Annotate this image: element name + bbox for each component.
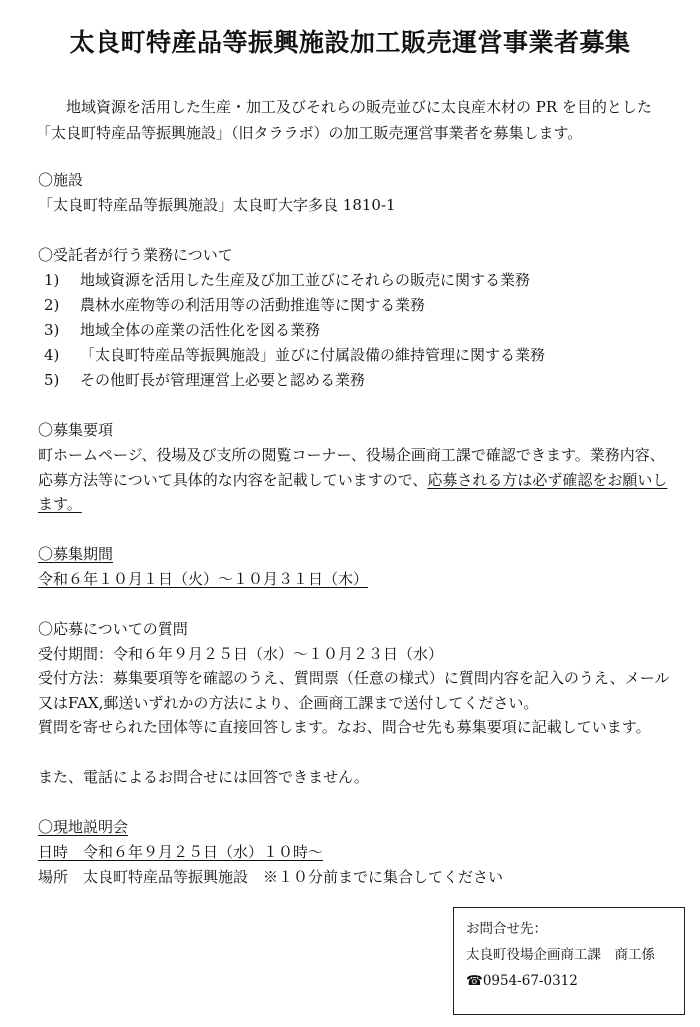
guidelines-heading: 〇募集要項 xyxy=(38,421,114,439)
list-item xyxy=(44,268,530,292)
guidelines-paragraph xyxy=(38,443,670,517)
list-item xyxy=(44,293,425,317)
duties-heading: 〇受託者が行う業務について xyxy=(38,246,233,264)
questions-method: 受付方法：募集要項等を確認のうえ、質問票（任意の様式）に質問内容を記入のうえ、メール又はFAX,郵送いずれかの方法により、企画商工課まで送付してください。 xyxy=(38,669,670,712)
page-title: 太良町特産品等振興施設加工販売運営事業者募集 xyxy=(69,28,631,57)
list-item-number: 1) xyxy=(44,271,60,289)
list-item xyxy=(44,318,320,342)
facility-heading: 〇施設 xyxy=(38,171,84,189)
list-item xyxy=(44,368,365,392)
list-item-text: 地域資源を活用した生産及び加工並びにそれらの販売に関する業務 xyxy=(80,271,531,289)
list-item-text: 「太良町特産品等振興施設」並びに付属設備の維持管理に関する業務 xyxy=(80,346,546,364)
list-item-number: 4) xyxy=(44,346,60,364)
list-item-number: 5) xyxy=(44,371,60,389)
list-item-number: 2) xyxy=(44,296,60,314)
period-heading: 〇募集期間 xyxy=(38,545,114,563)
intro-paragraph: 地域資源を活用した生産・加工及びそれらの販売並びに太良産木材の PR を目的とした「太良町特産品等振興施設」（旧タララボ）の加工販売運営事業者を募集します。 xyxy=(36,98,652,142)
questions-phone-note: また、電話によるお問合せには回答できません。 xyxy=(38,768,369,786)
guidelines-emphasis: 応募される方は必ず確認をお願いします。 xyxy=(38,470,668,513)
contact-box xyxy=(453,907,685,1015)
list-item-text: 農林水産物等の利活用等の活動推進等に関する業務 xyxy=(80,296,426,314)
briefing-datetime: 日時 令和６年９月２５日（水）１０時～ xyxy=(38,843,324,861)
list-item-number: 3) xyxy=(44,321,60,339)
contact-phone: ☎0954-67-0312 xyxy=(466,973,578,989)
guidelines-text: 町ホームページ、役場及び支所の閲覧コーナー、役場企画商工課で確認できます。業務内容、応募方法等について具体的な内容を記載していますので、 xyxy=(38,446,665,489)
questions-reception-period: 受付期間：令和６年９月２５日（水）～１０月２３日（水） xyxy=(38,645,444,663)
facility-address: 「太良町特産品等振興施設」太良町大字多良 1810-1 xyxy=(38,196,396,214)
briefing-place: 場所 太良町特産品等振興施設 ※１０分前までに集合してください xyxy=(38,868,504,886)
list-item-text: 地域全体の産業の活性化を図る業務 xyxy=(80,321,321,339)
questions-heading: 〇応募についての質問 xyxy=(38,620,188,638)
contact-label: お問合せ先： xyxy=(466,921,547,937)
list-item xyxy=(44,343,545,367)
questions-answer: 質問を寄せられた団体等に直接回答します。なお、問合せ先も募集要項に記載しています。 xyxy=(38,718,651,736)
contact-office: 太良町役場企画商工課 商工係 xyxy=(466,947,655,963)
list-item-text: その他町長が管理運営上必要と認める業務 xyxy=(80,371,366,389)
period-dates: 令和６年１０月１日（火）～１０月３１日（木） xyxy=(38,570,369,588)
briefing-heading: 〇現地説明会 xyxy=(38,818,129,836)
